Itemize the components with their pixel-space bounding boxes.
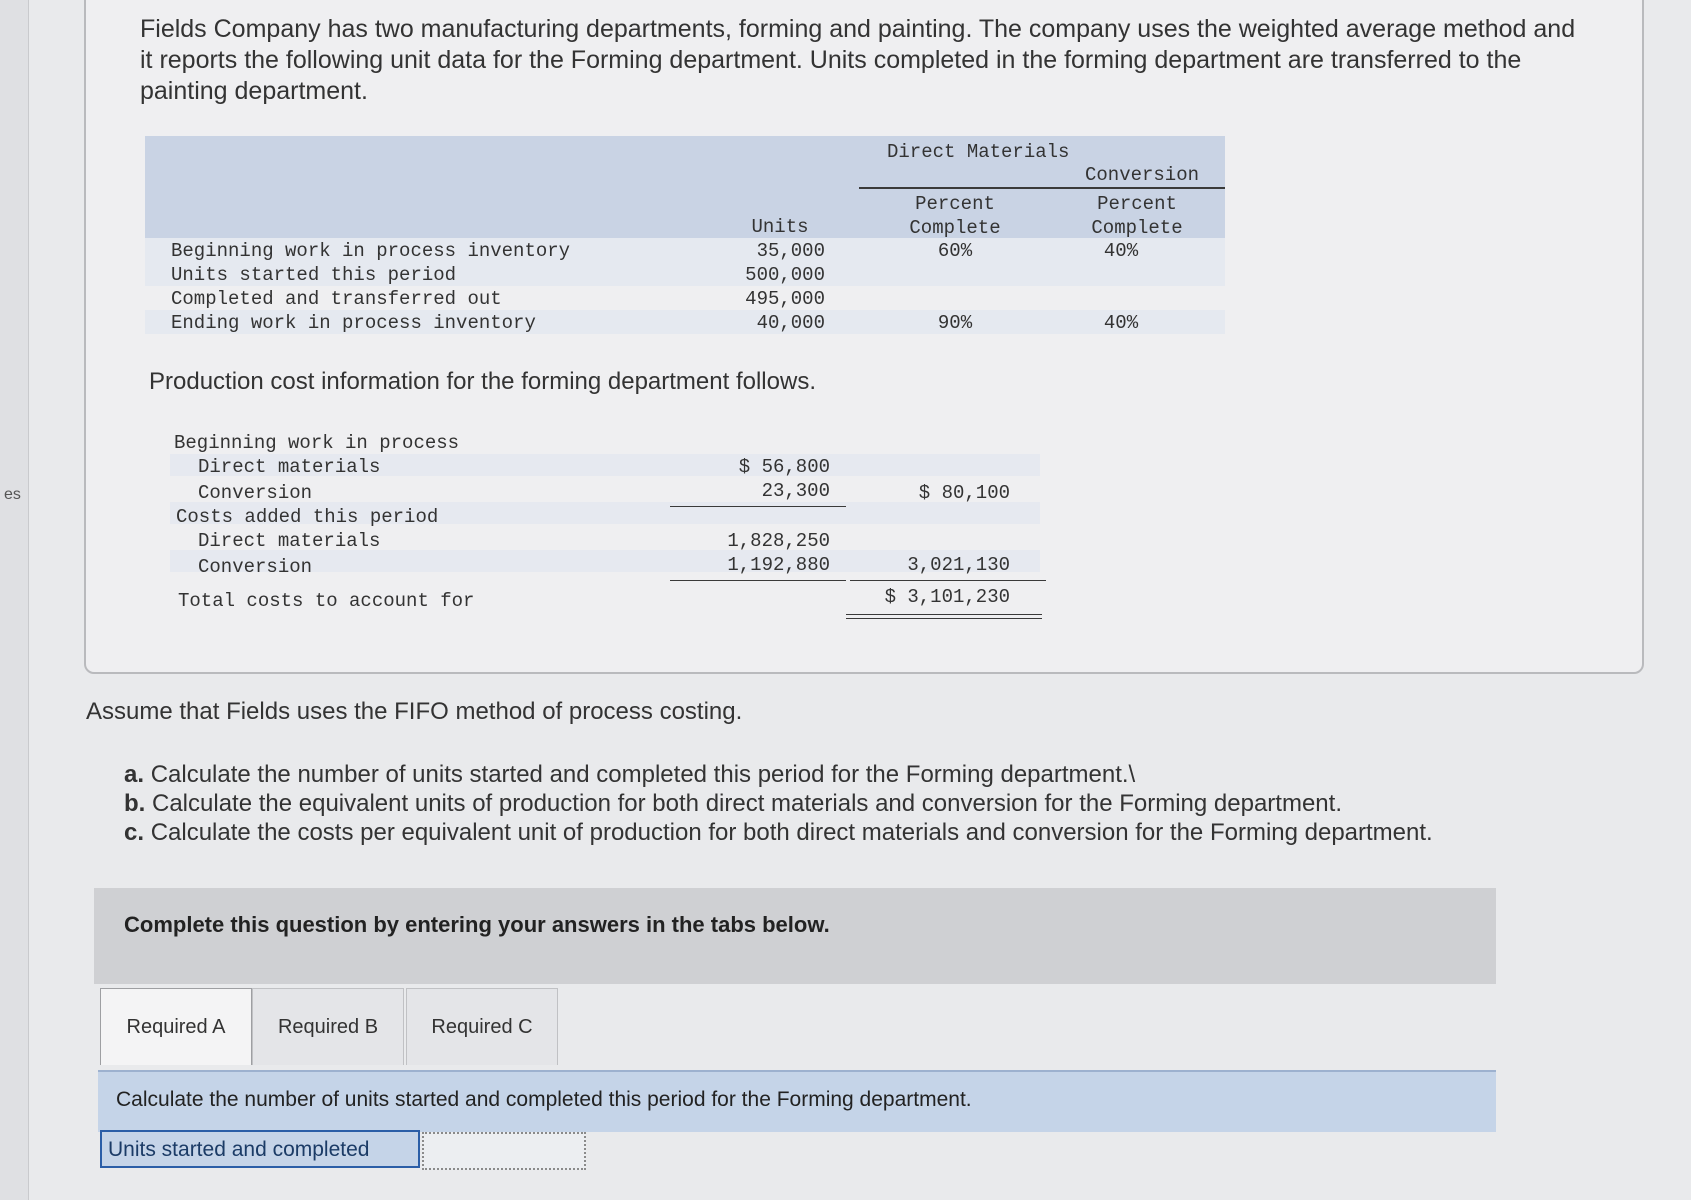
header-direct-materials: Direct Materials	[887, 141, 1070, 163]
requirement-c	[124, 818, 1433, 847]
total-costs-value: $ 3,101,230	[884, 586, 1010, 608]
tab-required-a[interactable]: Required A	[100, 988, 252, 1065]
row-units-completed: 495,000	[745, 288, 825, 310]
production-cost-intro: Production cost information for the forming department follows.	[149, 368, 816, 395]
requirement-b-letter: b.	[124, 790, 146, 817]
added-dm-label: Direct materials	[198, 530, 381, 552]
instruction-text: Calculate the number of units started and completed this period for the Forming department.	[116, 1088, 972, 1111]
row-conv-bwip: 40%	[1103, 240, 1139, 262]
total-costs-label: Total costs to account for	[178, 590, 475, 612]
tab-required-b[interactable]: Required B	[252, 988, 404, 1065]
bwip-total-value: $ 80,100	[918, 482, 1010, 504]
requirement-b	[124, 789, 1433, 818]
bwip-conv-label: Conversion	[198, 482, 313, 504]
costs-added-heading: Costs added this period	[176, 506, 439, 528]
header-units: Units	[751, 216, 809, 238]
header-conv-percent: Percent Complete	[1091, 193, 1183, 239]
units-started-completed-input[interactable]	[422, 1132, 586, 1170]
added-conv-label: Conversion	[198, 556, 313, 578]
header-conversion: Conversion	[1084, 164, 1200, 186]
requirement-a-letter: a.	[124, 761, 145, 788]
bwip-dm-value: $ 56,800	[738, 456, 830, 478]
requirement-c-letter: c.	[124, 819, 145, 846]
answer-label: Units started and completed	[100, 1130, 420, 1168]
row-units-started: 500,000	[745, 264, 825, 286]
header-dm-percent: Percent Complete	[909, 193, 1001, 239]
header-underline	[859, 187, 1225, 189]
left-panel-edge	[0, 0, 29, 1200]
total-double-underline-1	[846, 614, 1042, 615]
total-double-underline-2	[846, 618, 1042, 619]
requirement-c-text: Calculate the costs per equivalent unit of production for both direct materials and conversion for the Forming department.	[150, 819, 1433, 846]
bwip-dm-label: Direct materials	[198, 456, 381, 478]
complete-prompt-text: Complete this question by entering your answers in the tabs below.	[124, 912, 830, 937]
row-label-started: Units started this period	[171, 264, 457, 286]
row-dm-bwip: 60%	[937, 240, 973, 262]
row-units-bwip: 35,000	[756, 240, 825, 262]
row-label-ewip: Ending work in process inventory	[171, 312, 536, 334]
requirement-b-text: Calculate the equivalent units of production for both direct materials and conversion for the Forming department.	[152, 790, 1342, 817]
row-label-completed: Completed and transferred out	[171, 288, 502, 310]
cost-table	[170, 430, 1050, 630]
requirement-a	[124, 760, 1433, 789]
instruction-bar	[98, 1070, 1496, 1132]
added-total-value: 3,021,130	[907, 554, 1010, 576]
row-units-ewip: 40,000	[756, 312, 825, 334]
row-label-bwip: Beginning work in process inventory	[171, 240, 571, 262]
tab-required-c[interactable]: Required C	[406, 988, 558, 1065]
intro-paragraph: Fields Company has two manufacturing departments, forming and painting. The company uses the weighted average method and it reports the following unit data for the Forming department. Units completed in the forming department are transferred to the painting department.	[140, 15, 1576, 105]
row-conv-ewip: 40%	[1103, 312, 1139, 334]
added-dm-value: 1,828,250	[727, 530, 830, 552]
fifo-assumption: Assume that Fields uses the FIFO method of process costing.	[86, 698, 743, 725]
requirements-list	[124, 760, 1433, 847]
unit-data-table	[145, 136, 1225, 341]
bwip-conv-value: 23,300	[761, 480, 830, 502]
added-conv-value: 1,192,880	[727, 554, 830, 576]
complete-prompt-bar	[94, 888, 1496, 984]
side-stub-text: es	[4, 486, 21, 503]
row-dm-ewip: 90%	[937, 312, 973, 334]
requirement-a-text: Calculate the number of units started and completed this period for the Forming department.\	[150, 761, 1136, 788]
beginning-wip-heading: Beginning work in process	[174, 432, 460, 454]
